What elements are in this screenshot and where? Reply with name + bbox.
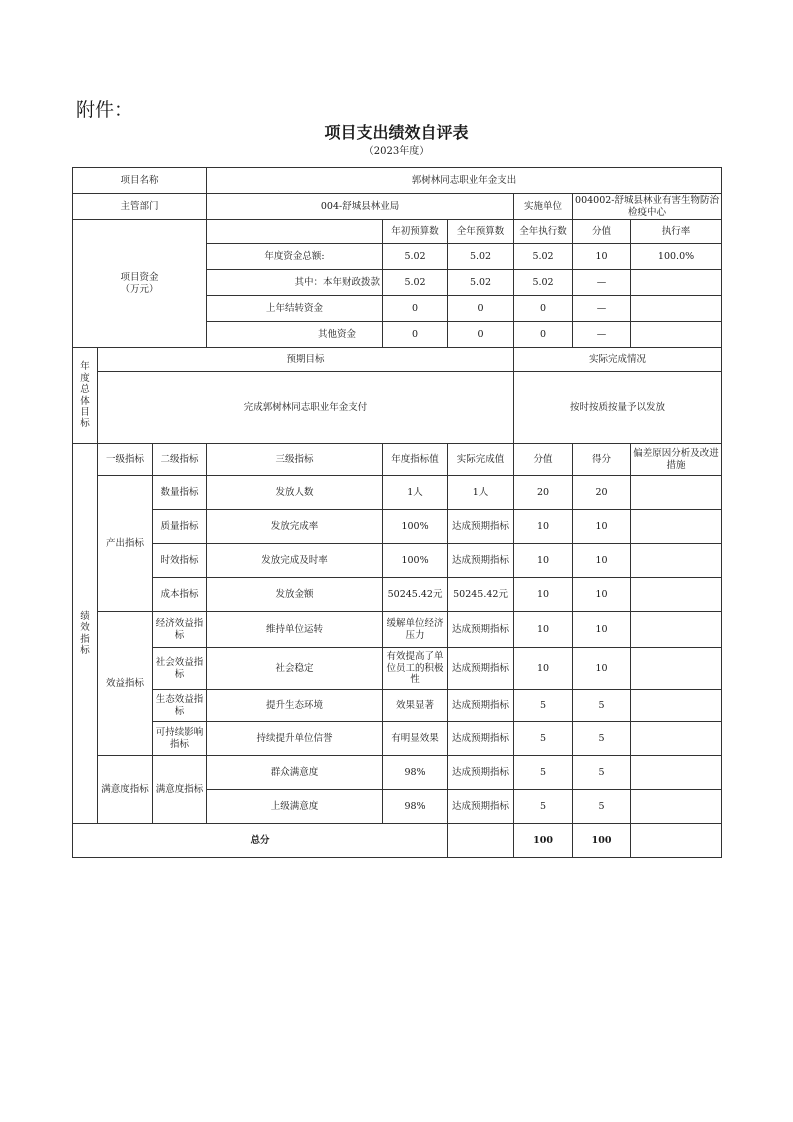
note-cell bbox=[631, 612, 722, 648]
actual-cell: 达成预期指标 bbox=[448, 510, 514, 544]
level3-cell: 持续提升单位信誉 bbox=[207, 722, 383, 756]
indicator-row bbox=[73, 476, 722, 510]
actual-cell: 达成预期指标 bbox=[448, 690, 514, 722]
self-evaluation-table bbox=[72, 167, 722, 858]
funds-initial: 0 bbox=[383, 322, 448, 348]
target-cell: 1人 bbox=[383, 476, 448, 510]
actual-cell: 50245.42元 bbox=[448, 578, 514, 612]
funds-row-label: 年度资金总额: bbox=[207, 244, 383, 270]
actual-cell: 1人 bbox=[448, 476, 514, 510]
funds-score-value: — bbox=[573, 296, 631, 322]
project-name-row bbox=[73, 168, 722, 194]
note-cell bbox=[631, 722, 722, 756]
level3-cell: 发放人数 bbox=[207, 476, 383, 510]
level2-cell: 质量指标 bbox=[153, 510, 207, 544]
performance-label bbox=[73, 444, 98, 824]
level2-cell: 可持续影响指标 bbox=[153, 722, 207, 756]
total-blank bbox=[448, 824, 514, 858]
funds-executed: 0 bbox=[514, 322, 573, 348]
note-cell bbox=[631, 756, 722, 790]
funds-label-cell bbox=[73, 220, 207, 348]
level3-cell: 群众满意度 bbox=[207, 756, 383, 790]
score-cell: 20 bbox=[573, 476, 631, 510]
note-cell bbox=[631, 648, 722, 690]
level1-benefit: 效益指标 bbox=[98, 612, 153, 756]
header-level2: 二级指标 bbox=[153, 444, 207, 476]
header-target: 年度指标值 bbox=[383, 444, 448, 476]
actual-cell: 达成预期指标 bbox=[448, 612, 514, 648]
funds-unit: （万元） bbox=[120, 283, 159, 295]
goals-header-row bbox=[73, 348, 722, 372]
level1-output: 产出指标 bbox=[98, 476, 153, 612]
target-cell: 50245.42元 bbox=[383, 578, 448, 612]
score-cell: 10 bbox=[573, 578, 631, 612]
funds-score-value: — bbox=[573, 322, 631, 348]
funds-rate bbox=[631, 270, 722, 296]
funds-score-value: — bbox=[573, 270, 631, 296]
score-value-cell: 10 bbox=[514, 544, 573, 578]
funds-executed: 5.02 bbox=[514, 244, 573, 270]
funds-label: 项目资金 bbox=[120, 272, 159, 284]
department-row bbox=[73, 194, 722, 220]
funds-rate bbox=[631, 322, 722, 348]
level3-cell: 发放完成率 bbox=[207, 510, 383, 544]
dept-label: 主管部门 bbox=[73, 194, 207, 220]
level3-cell: 维持单位运转 bbox=[207, 612, 383, 648]
funds-row-label: 其他资金 bbox=[207, 322, 383, 348]
goals-content-row bbox=[73, 372, 722, 444]
actual-cell: 达成预期指标 bbox=[448, 756, 514, 790]
goals-label-text: 年 度 总 体 目 标 bbox=[80, 361, 90, 430]
funds-initial: 5.02 bbox=[383, 244, 448, 270]
score-value-cell: 20 bbox=[514, 476, 573, 510]
funds-header-score-value: 分值 bbox=[573, 220, 631, 244]
level3-cell: 提升生态环境 bbox=[207, 690, 383, 722]
level1-satisfaction: 满意度指标 bbox=[98, 756, 153, 824]
funds-initial: 5.02 bbox=[383, 270, 448, 296]
funds-header-row bbox=[73, 220, 722, 244]
total-row bbox=[73, 824, 722, 858]
score-cell: 10 bbox=[573, 648, 631, 690]
target-cell: 有效提高了单位员工的积极性 bbox=[383, 648, 448, 690]
annex-label: 附件： bbox=[76, 99, 134, 121]
level2-cell: 生态效益指标 bbox=[153, 690, 207, 722]
actual-cell: 达成预期指标 bbox=[448, 544, 514, 578]
performance-label-text: 绩 效 指 标 bbox=[80, 610, 90, 656]
page-subtitle: （2023年度） bbox=[363, 146, 430, 157]
target-cell: 98% bbox=[383, 756, 448, 790]
project-name-label: 项目名称 bbox=[73, 168, 207, 194]
score-value-cell: 10 bbox=[514, 578, 573, 612]
score-cell: 10 bbox=[573, 510, 631, 544]
funds-score-value: 10 bbox=[573, 244, 631, 270]
level2-cell: 满意度指标 bbox=[153, 756, 207, 824]
funds-row-label: 上年结转资金 bbox=[207, 296, 383, 322]
indicator-row bbox=[73, 578, 722, 612]
target-cell: 有明显效果 bbox=[383, 722, 448, 756]
header-note: 偏差原因分析及改进措施 bbox=[631, 444, 722, 476]
expected-goal-label: 预期目标 bbox=[98, 348, 514, 372]
target-cell: 效果显著 bbox=[383, 690, 448, 722]
indicator-row bbox=[73, 648, 722, 690]
indicator-row bbox=[73, 690, 722, 722]
actual-result-label: 实际完成情况 bbox=[514, 348, 722, 372]
funds-annual: 5.02 bbox=[448, 270, 514, 296]
funds-annual: 0 bbox=[448, 296, 514, 322]
indicator-row bbox=[73, 544, 722, 578]
project-name-value: 郭树林同志职业年金支出 bbox=[207, 168, 722, 194]
score-cell: 5 bbox=[573, 722, 631, 756]
funds-header-initial: 年初预算数 bbox=[383, 220, 448, 244]
header-level3: 三级指标 bbox=[207, 444, 383, 476]
score-cell: 5 bbox=[573, 690, 631, 722]
dept-value: 004-舒城县林业局 bbox=[207, 194, 514, 220]
header-level1: 一级指标 bbox=[98, 444, 153, 476]
score-value-cell: 5 bbox=[514, 790, 573, 824]
level2-cell: 社会效益指标 bbox=[153, 648, 207, 690]
note-cell bbox=[631, 690, 722, 722]
level2-cell: 数量指标 bbox=[153, 476, 207, 510]
funds-annual: 5.02 bbox=[448, 244, 514, 270]
indicator-header-row bbox=[73, 444, 722, 476]
indicator-row bbox=[73, 756, 722, 790]
note-cell bbox=[631, 476, 722, 510]
funds-header-annual: 全年预算数 bbox=[448, 220, 514, 244]
funds-rate bbox=[631, 296, 722, 322]
level3-cell: 社会稳定 bbox=[207, 648, 383, 690]
header-score-value: 分值 bbox=[514, 444, 573, 476]
note-cell bbox=[631, 510, 722, 544]
score-value-cell: 5 bbox=[514, 722, 573, 756]
score-value-cell: 10 bbox=[514, 612, 573, 648]
funds-executed: 5.02 bbox=[514, 270, 573, 296]
expected-goal: 完成郭树林同志职业年金支付 bbox=[98, 372, 514, 444]
target-cell: 98% bbox=[383, 790, 448, 824]
total-note bbox=[631, 824, 722, 858]
score-cell: 10 bbox=[573, 612, 631, 648]
header-score: 得分 bbox=[573, 444, 631, 476]
score-value-cell: 10 bbox=[514, 648, 573, 690]
score-cell: 5 bbox=[573, 790, 631, 824]
note-cell bbox=[631, 578, 722, 612]
actual-result: 按时按质按量予以发放 bbox=[514, 372, 722, 444]
target-cell: 100% bbox=[383, 544, 448, 578]
actual-cell: 达成预期指标 bbox=[448, 790, 514, 824]
funds-initial: 0 bbox=[383, 296, 448, 322]
funds-rate: 100.0% bbox=[631, 244, 722, 270]
level2-cell: 经济效益指标 bbox=[153, 612, 207, 648]
score-cell: 5 bbox=[573, 756, 631, 790]
funds-header-executed: 全年执行数 bbox=[514, 220, 573, 244]
level2-cell: 时效指标 bbox=[153, 544, 207, 578]
level3-cell: 发放金额 bbox=[207, 578, 383, 612]
total-score-value: 100 bbox=[514, 824, 573, 858]
note-cell bbox=[631, 544, 722, 578]
indicator-row bbox=[73, 612, 722, 648]
impl-label: 实施单位 bbox=[514, 194, 573, 220]
indicator-row bbox=[73, 510, 722, 544]
score-value-cell: 10 bbox=[514, 510, 573, 544]
target-cell: 100% bbox=[383, 510, 448, 544]
level2-cell: 成本指标 bbox=[153, 578, 207, 612]
level3-cell: 上级满意度 bbox=[207, 790, 383, 824]
actual-cell: 达成预期指标 bbox=[448, 648, 514, 690]
impl-value: 004002-舒城县林业有害生物防治检疫中心 bbox=[573, 194, 722, 220]
funds-row-label: 其中：本年财政拨款 bbox=[207, 270, 383, 296]
funds-header-rate: 执行率 bbox=[631, 220, 722, 244]
total-score: 100 bbox=[573, 824, 631, 858]
target-cell: 缓解单位经济压力 bbox=[383, 612, 448, 648]
score-value-cell: 5 bbox=[514, 690, 573, 722]
header-actual: 实际完成值 bbox=[448, 444, 514, 476]
indicator-row bbox=[73, 722, 722, 756]
page-title: 项目支出绩效自评表 bbox=[324, 123, 469, 142]
goals-label bbox=[73, 348, 98, 444]
note-cell bbox=[631, 790, 722, 824]
funds-header-blank bbox=[207, 220, 383, 244]
funds-executed: 0 bbox=[514, 296, 573, 322]
actual-cell: 达成预期指标 bbox=[448, 722, 514, 756]
total-label: 总分 bbox=[73, 824, 448, 858]
level3-cell: 发放完成及时率 bbox=[207, 544, 383, 578]
score-cell: 10 bbox=[573, 544, 631, 578]
score-value-cell: 5 bbox=[514, 756, 573, 790]
funds-annual: 0 bbox=[448, 322, 514, 348]
